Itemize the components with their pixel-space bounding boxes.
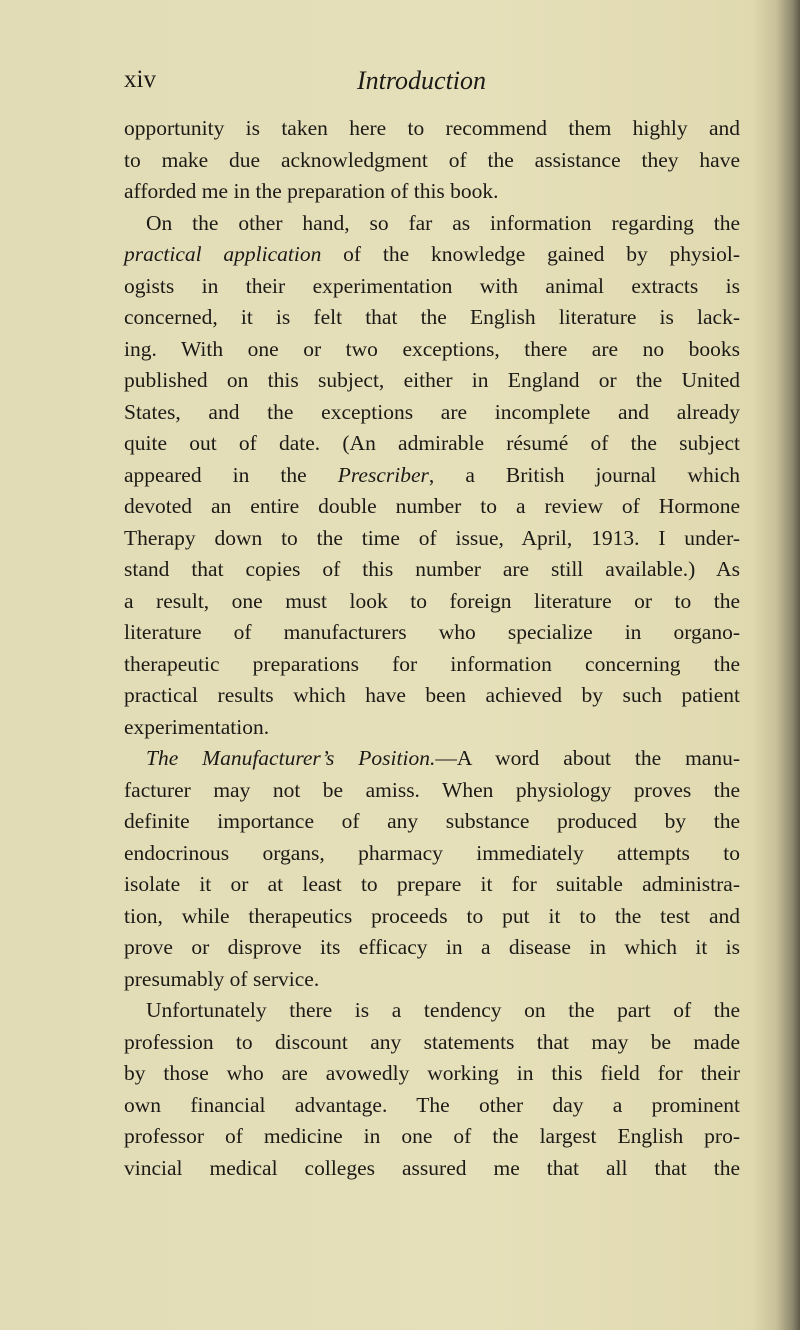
text-line: [124, 1027, 740, 1059]
text-run: isolate it or at least to prepare it for suitable administra-: [124, 872, 740, 896]
text-line: [124, 869, 740, 901]
text-run: appeared in the: [124, 462, 338, 487]
text-run: , a British journal which: [428, 462, 740, 487]
text-line: [124, 1153, 740, 1185]
text-run: ogists in their experimentation with animal extracts is: [124, 273, 740, 298]
text-line: [124, 145, 740, 177]
text-line: [124, 712, 740, 744]
text-run: facturer may not be amiss. When physiology proves the: [124, 777, 740, 802]
text-run: afforded me in the preparation of this book.: [124, 179, 499, 203]
running-header: [124, 66, 740, 102]
text-line: [124, 334, 740, 366]
text-line: [124, 554, 740, 586]
text-run: devoted an entire double number to a review of Hormone: [124, 494, 740, 518]
text-line: [124, 680, 740, 712]
text-run: concerned, it is felt that the English literature is lack-: [124, 305, 740, 329]
text-run: of the knowledge gained by physiol-: [321, 242, 741, 266]
italic-text: The Manufacturer’s Position.: [146, 746, 436, 770]
text-run: endocrinous organs, pharmacy immediately attempts to: [124, 840, 740, 865]
text-line: [124, 208, 740, 240]
text-line: [124, 806, 740, 838]
text-line: [124, 460, 740, 492]
text-run: quite out of date. (An admirable résumé of the subject: [124, 431, 740, 455]
text-line: [124, 239, 740, 271]
text-line: [124, 743, 740, 775]
text-line: [124, 838, 740, 870]
text-run: presumably of service.: [124, 966, 320, 991]
text-run: —A word about the manu-: [435, 746, 740, 770]
text-line: [124, 649, 740, 681]
italic-text: practical application: [124, 242, 322, 266]
text-run: definite importance of any substance produced by the: [124, 809, 740, 833]
text-line: [124, 901, 740, 933]
italic-text: Prescriber: [337, 462, 429, 487]
text-run: Therapy down to the time of issue, April, 1913. I under-: [124, 525, 740, 550]
text-run: Unfortunately there is a tendency on the part of the: [146, 998, 740, 1022]
text-line: [124, 1090, 740, 1122]
text-line: [124, 932, 740, 964]
text-run: On the other hand, so far as information regarding the: [146, 210, 740, 235]
running-title: Introduction: [357, 66, 487, 95]
text-line: [124, 1121, 740, 1153]
text-run: literature of manufacturers who specialize in organo-: [124, 620, 740, 644]
text-run: own financial advantage. The other day a prominent: [124, 1092, 740, 1117]
text-run: published on this subject, either in England or the United: [124, 368, 740, 392]
text-line: [124, 995, 740, 1027]
text-run: prove or disprove its efficacy in a disease in which it is: [124, 935, 740, 959]
text-line: [124, 964, 740, 996]
text-run: profession to discount any statements that may be made: [124, 1029, 740, 1054]
text-line: [124, 365, 740, 397]
text-run: professor of medicine in one of the largest English pro-: [124, 1124, 740, 1148]
text-line: [124, 176, 740, 208]
text-run: States, and the exceptions are incomplete and already: [124, 399, 740, 424]
text-run: ing. With one or two exceptions, there are no books: [124, 336, 740, 361]
text-line: [124, 775, 740, 807]
text-line: [124, 617, 740, 649]
text-line: [124, 428, 740, 460]
text-run: experimentation.: [124, 714, 270, 739]
text-run: vincial medical colleges assured me that all that the: [124, 1155, 740, 1180]
text-line: [124, 397, 740, 429]
text-run: stand that copies of this number are still available.) As: [124, 557, 740, 581]
text-line: [124, 113, 740, 145]
text-run: opportunity is taken here to recommend them highly and: [124, 116, 740, 140]
text-run: tion, while therapeutics proceeds to put it to the test and: [124, 903, 740, 928]
text-run: by those who are avowedly working in this field for their: [124, 1061, 740, 1085]
text-line: [124, 586, 740, 618]
text-run: therapeutic preparations for information concerning the: [124, 651, 740, 676]
body-text: [124, 113, 740, 1184]
text-run: to make due acknowledgment of the assistance they have: [124, 147, 740, 172]
text-line: [124, 491, 740, 523]
text-line: [124, 302, 740, 334]
text-run: practical results which have been achieved by such patient: [124, 683, 740, 707]
text-run: a result, one must look to foreign literature or to the: [124, 588, 740, 613]
page-number: xiv: [124, 66, 156, 93]
text-line: [124, 1058, 740, 1090]
text-line: [124, 271, 740, 303]
text-line: [124, 523, 740, 555]
